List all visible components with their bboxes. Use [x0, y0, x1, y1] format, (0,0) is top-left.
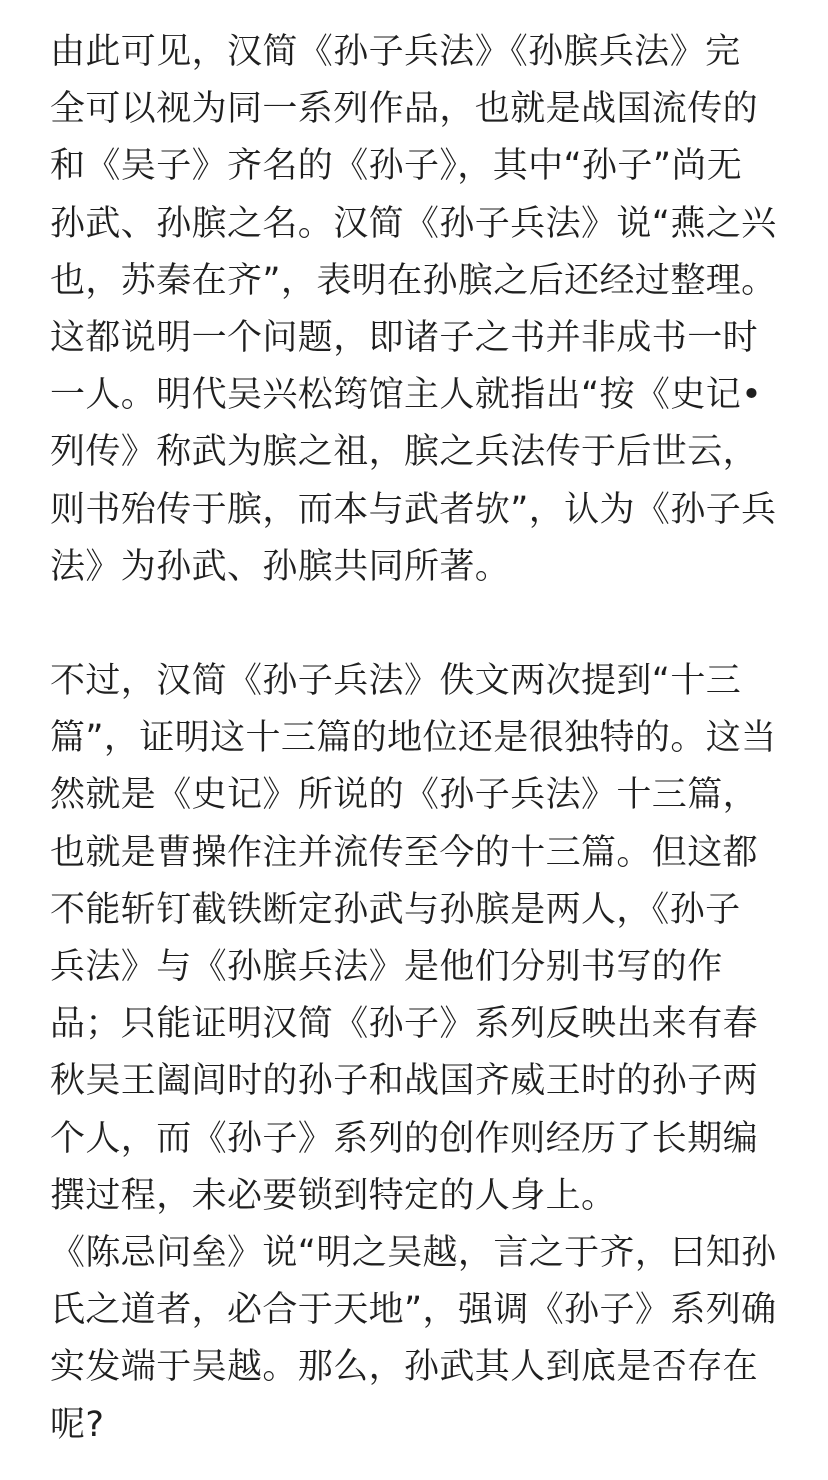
text-line: 也就是曹操作注并流传至今的十三篇。但这都 [50, 832, 759, 873]
text-line: 由此可见，汉简《孙子兵法》《孙膑兵法》完 [50, 32, 741, 72]
text-line: 不过，汉简《孙子兵法》佚文两次提到“十三 [50, 661, 742, 702]
text-line: 一人。明代吴兴松筠馆主人就指出“按《史记• [50, 375, 763, 416]
text-line: 《陈忌问垒》说“明之吴越，言之于齐，曰知孙 [50, 1232, 777, 1273]
text-line: 兵法》与《孙膑兵法》是他们分别书写的作 [50, 947, 723, 987]
text-line: 呢? [50, 1404, 105, 1445]
text-line: 不能斩钉截铁断定孙武与孙膑是两人，《孙子 [50, 889, 741, 930]
paragraph-1 [50, 24, 790, 596]
paragraph-spacer [50, 596, 790, 653]
text-line: 则书殆传于膑，而本与武者欤”，认为《孙子兵 [50, 489, 777, 530]
text-line: 氏之道者，必合于天地”，强调《孙子》系列确 [50, 1290, 777, 1331]
text-line: 秋吴王阖闾时的孙子和战国齐威王时的孙子两 [50, 1061, 759, 1102]
text-line: 撰过程，未必要锁到特定的人身上。 [50, 1175, 617, 1216]
text-line: 列传》称武为膑之祖，膑之兵法传于后世云， [50, 432, 759, 473]
text-line: 这都说明一个问题，即诸子之书并非成书一时 [50, 317, 759, 358]
text-line: 个人，而《孙子》系列的创作则经历了长期编 [50, 1118, 759, 1159]
text-line: 也，苏秦在齐”，表明在孙膑之后还经过整理。 [50, 260, 777, 301]
text-line: 法》为孙武、孙膑共同所著。 [50, 546, 511, 587]
text-line: 全可以视为同一系列作品，也就是战国流传的 [50, 89, 759, 130]
text-line: 篇”，证明这十三篇的地位还是很独特的。这当 [50, 718, 777, 759]
article-body [50, 24, 790, 1454]
text-line: 品；只能证明汉简《孙子》系列反映出来有春 [50, 1004, 759, 1045]
text-line: 和《吴子》齐名的《孙子》，其中“孙子”尚无 [50, 146, 743, 187]
paragraph-3 [50, 1225, 790, 1454]
text-line: 孙武、孙膑之名。汉简《孙子兵法》说“燕之兴 [50, 203, 777, 244]
text-line: 实发端于吴越。那么，孙武其人到底是否存在 [50, 1347, 759, 1388]
text-line: 然就是《史记》所说的《孙子兵法》十三篇， [50, 775, 759, 816]
paragraph-2 [50, 653, 790, 1225]
